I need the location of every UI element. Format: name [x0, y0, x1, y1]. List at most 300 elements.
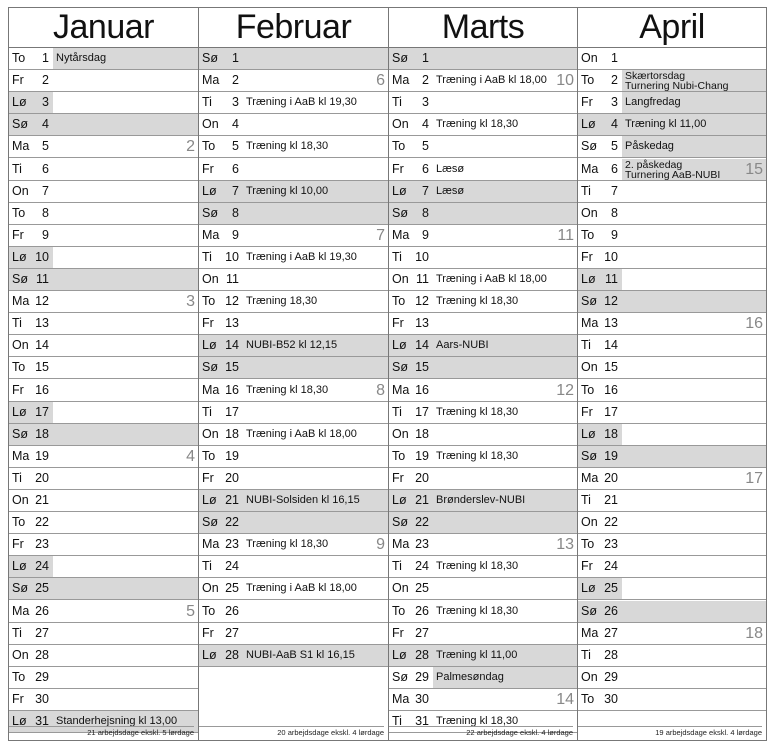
day-row[interactable]	[9, 247, 198, 269]
day-number: 23	[415, 537, 429, 552]
weekday-name: Fr	[202, 625, 214, 640]
weekday-name: To	[392, 603, 406, 618]
day-number: 11	[226, 272, 239, 286]
day-row[interactable]	[199, 159, 388, 181]
day-row[interactable]	[9, 136, 198, 158]
day-cell	[199, 534, 243, 555]
day-number: 29	[415, 669, 429, 684]
event-text	[243, 402, 388, 423]
day-cell	[389, 247, 433, 268]
day-row[interactable]	[199, 402, 388, 424]
day-cell	[578, 70, 622, 91]
day-row[interactable]	[9, 380, 198, 402]
day-row[interactable]	[389, 335, 577, 357]
day-row[interactable]	[578, 578, 766, 600]
day-row[interactable]	[578, 247, 766, 269]
day-cell	[578, 490, 622, 511]
event-text: Træning i AaB kl 18,00	[436, 74, 547, 87]
day-row[interactable]	[199, 70, 388, 92]
day-row[interactable]	[578, 203, 766, 225]
day-number: 2	[422, 73, 429, 88]
day-cell	[578, 402, 622, 423]
weekday-name: To	[392, 294, 406, 309]
weekday-name: Ma	[202, 227, 220, 242]
day-cell	[578, 601, 622, 622]
weekday-name: Ma	[392, 382, 410, 397]
day-cell	[578, 181, 622, 202]
week-number: 9	[376, 536, 385, 554]
event-text: Nytårsdag	[53, 48, 198, 69]
day-row[interactable]	[389, 181, 577, 203]
day-row[interactable]	[389, 601, 577, 623]
day-row[interactable]	[578, 225, 766, 247]
day-cell	[578, 136, 622, 157]
day-row[interactable]	[199, 380, 388, 402]
day-row[interactable]	[9, 92, 198, 114]
day-row[interactable]	[389, 269, 577, 291]
weekday-name: Sø	[581, 139, 597, 154]
day-number: 23	[35, 537, 49, 552]
day-number: 28	[415, 647, 429, 662]
day-row[interactable]	[9, 623, 198, 645]
day-row[interactable]	[9, 335, 198, 357]
day-row[interactable]	[578, 313, 766, 335]
day-cell	[9, 578, 53, 599]
day-cell	[9, 490, 53, 511]
event-text	[433, 136, 577, 157]
day-number: 4	[232, 117, 239, 132]
day-row[interactable]	[389, 534, 577, 556]
day-row[interactable]	[9, 424, 198, 446]
day-row[interactable]	[9, 645, 198, 667]
event-text	[53, 667, 198, 688]
day-number: 10	[604, 249, 618, 264]
day-row[interactable]	[578, 534, 766, 556]
weekday-name: Sø	[202, 515, 218, 530]
day-number: 26	[604, 603, 618, 618]
event-text	[53, 556, 198, 577]
day-number: 9	[42, 227, 49, 242]
weekday-name: Sø	[12, 272, 28, 286]
weekday-name: Ma	[202, 537, 220, 552]
event-text	[243, 159, 388, 180]
event-text	[622, 247, 766, 268]
day-row[interactable]	[199, 556, 388, 578]
day-cell	[389, 623, 433, 644]
weekday-name: Fr	[581, 95, 593, 110]
event-text	[622, 357, 766, 378]
day-cell	[389, 424, 433, 445]
day-row[interactable]	[578, 490, 766, 512]
event-text: Træning 18,30	[246, 295, 318, 308]
day-row[interactable]	[578, 70, 766, 92]
event-text	[53, 92, 198, 113]
event-text: Træning i AaB kl 19,30	[246, 250, 357, 263]
day-number: 16	[35, 382, 49, 397]
day-number: 26	[35, 603, 49, 618]
day-cell	[389, 645, 433, 666]
weekday-name: To	[202, 603, 216, 618]
day-row[interactable]	[9, 225, 198, 247]
weekday-name: Sø	[392, 669, 408, 684]
month-title: Marts	[389, 8, 577, 48]
week-number: 8	[376, 381, 385, 399]
day-cell	[9, 225, 53, 246]
day-row[interactable]	[578, 48, 766, 70]
day-row[interactable]	[578, 601, 766, 623]
day-row[interactable]	[9, 601, 198, 623]
event-text	[433, 203, 577, 224]
event-text: Træning kl 18,30	[246, 383, 329, 396]
weekday-name: Fr	[12, 691, 24, 706]
day-row[interactable]	[9, 667, 198, 689]
day-row[interactable]	[9, 490, 198, 512]
weekday-name: To	[581, 73, 595, 88]
event-text: Træning kl 10,00	[243, 181, 388, 202]
day-row[interactable]	[199, 225, 388, 247]
day-row[interactable]	[389, 512, 577, 534]
day-row[interactable]	[389, 136, 577, 158]
day-cell	[578, 623, 622, 644]
day-cell	[199, 247, 243, 268]
day-number: 4	[42, 117, 49, 132]
day-number: 7	[422, 183, 429, 198]
week-number: 5	[186, 602, 195, 620]
day-row[interactable]	[578, 114, 766, 136]
day-row[interactable]	[578, 357, 766, 379]
day-cell	[9, 645, 53, 666]
day-row[interactable]	[389, 291, 577, 313]
event-text	[622, 402, 766, 423]
day-row[interactable]	[389, 313, 577, 335]
day-row[interactable]	[578, 335, 766, 357]
day-row[interactable]	[9, 578, 198, 600]
day-number: 11	[416, 272, 429, 286]
day-cell	[389, 667, 433, 688]
day-number: 30	[35, 691, 49, 706]
day-row[interactable]	[9, 269, 198, 291]
event-text	[53, 203, 198, 224]
day-number: 26	[415, 603, 429, 618]
day-cell	[578, 667, 622, 688]
weekday-name: On	[12, 647, 29, 662]
weekday-name: On	[12, 183, 29, 198]
day-row[interactable]	[389, 159, 577, 181]
day-row[interactable]	[578, 468, 766, 490]
day-row[interactable]	[199, 357, 388, 379]
day-row[interactable]	[199, 468, 388, 490]
day-number: 21	[225, 493, 239, 507]
day-row[interactable]	[578, 689, 766, 711]
day-number: 20	[35, 470, 49, 485]
day-row[interactable]	[199, 181, 388, 203]
day-row[interactable]	[199, 601, 388, 623]
day-row[interactable]	[578, 136, 766, 158]
day-row[interactable]	[389, 556, 577, 578]
day-cell	[9, 446, 53, 467]
day-row[interactable]	[199, 534, 388, 556]
day-row[interactable]	[9, 512, 198, 534]
day-row[interactable]	[199, 446, 388, 468]
day-row[interactable]	[389, 380, 577, 402]
day-number: 16	[604, 382, 618, 397]
day-row[interactable]	[9, 446, 198, 468]
event-text: NUBI-AaB S1 kl 16,15	[243, 645, 388, 666]
week-number: 3	[186, 293, 195, 311]
event-text: Træning kl 18,30	[436, 295, 519, 308]
weekday-name: Lø	[12, 559, 27, 574]
day-row[interactable]	[199, 490, 388, 512]
day-number: 20	[604, 470, 618, 485]
day-row[interactable]	[578, 446, 766, 468]
day-number: 14	[604, 338, 618, 353]
day-number: 18	[35, 426, 49, 441]
calendar	[8, 7, 767, 741]
event-text	[433, 468, 577, 489]
weekday-name: Fr	[12, 227, 24, 242]
day-number: 27	[604, 625, 618, 640]
day-number: 31	[35, 714, 49, 728]
day-row[interactable]	[389, 203, 577, 225]
weekday-name: On	[202, 272, 219, 286]
weekday-name: Fr	[202, 161, 214, 176]
day-row[interactable]	[578, 291, 766, 313]
day-cell	[9, 159, 53, 180]
day-number: 4	[422, 117, 429, 132]
day-row[interactable]	[199, 203, 388, 225]
day-row[interactable]	[9, 48, 198, 70]
day-row[interactable]	[389, 247, 577, 269]
day-row[interactable]	[9, 70, 198, 92]
day-row[interactable]	[9, 556, 198, 578]
event-line: Turnering Nubi-Chang	[625, 80, 729, 92]
day-row[interactable]	[389, 446, 577, 468]
weekday-name: Sø	[12, 117, 28, 132]
day-row[interactable]	[9, 313, 198, 335]
event-text	[243, 269, 388, 290]
day-row[interactable]	[578, 402, 766, 424]
day-row[interactable]	[389, 225, 577, 247]
weekday-name: On	[392, 272, 409, 286]
event-text	[243, 512, 388, 533]
event-text	[622, 203, 766, 224]
day-number: 18	[225, 426, 239, 441]
day-row[interactable]	[199, 578, 388, 600]
event-text	[243, 556, 388, 577]
day-row[interactable]	[9, 203, 198, 225]
day-number: 12	[604, 294, 618, 309]
event-text: NUBI-Solsiden kl 16,15	[243, 490, 388, 511]
day-row[interactable]	[389, 667, 577, 689]
day-row[interactable]	[199, 645, 388, 667]
day-number: 10	[225, 249, 239, 264]
day-number: 3	[232, 95, 239, 110]
day-cell	[199, 645, 243, 666]
weekday-name: On	[581, 51, 598, 65]
day-number: 10	[35, 249, 49, 264]
day-row[interactable]	[389, 402, 577, 424]
day-row[interactable]	[389, 114, 577, 136]
event-text	[53, 689, 198, 710]
day-row[interactable]	[199, 92, 388, 114]
weekday-name: Ti	[202, 95, 212, 110]
day-row[interactable]	[199, 48, 388, 70]
day-row[interactable]	[578, 424, 766, 446]
day-row[interactable]	[199, 136, 388, 158]
day-cell	[578, 512, 622, 533]
event-text: Træning kl 18,30	[436, 449, 519, 462]
day-row[interactable]	[578, 269, 766, 291]
day-row[interactable]	[578, 556, 766, 578]
day-number: 6	[42, 161, 49, 176]
day-number: 3	[422, 95, 429, 110]
week-number: 6	[376, 72, 385, 90]
day-row[interactable]	[389, 468, 577, 490]
weekday-name: Ma	[12, 139, 30, 154]
week-number: 4	[186, 447, 195, 465]
day-number: 22	[35, 515, 49, 530]
event-text	[53, 424, 198, 445]
day-number: 30	[604, 691, 618, 706]
weekday-name: Ti	[392, 249, 402, 264]
day-number: 19	[415, 448, 429, 463]
day-row[interactable]	[9, 402, 198, 424]
day-cell	[389, 136, 433, 157]
day-cell	[9, 70, 53, 91]
day-number: 29	[35, 669, 49, 684]
day-cell	[389, 578, 433, 599]
day-row[interactable]	[9, 357, 198, 379]
day-row[interactable]	[389, 645, 577, 667]
day-number: 2	[611, 73, 618, 88]
day-cell	[389, 48, 433, 69]
day-number: 18	[415, 426, 429, 441]
weekday-name: Lø	[12, 404, 27, 419]
weekday-name: On	[392, 426, 409, 441]
day-row[interactable]	[199, 291, 388, 313]
day-cell	[9, 136, 53, 157]
day-row[interactable]	[9, 181, 198, 203]
day-cell	[199, 446, 243, 467]
day-row[interactable]	[199, 623, 388, 645]
day-row[interactable]	[389, 357, 577, 379]
day-row[interactable]	[9, 159, 198, 181]
month-title: Januar	[9, 8, 198, 48]
day-row[interactable]	[199, 512, 388, 534]
day-row[interactable]	[389, 490, 577, 512]
weekday-name: To	[202, 448, 216, 463]
day-row[interactable]	[578, 667, 766, 689]
day-row[interactable]	[199, 114, 388, 136]
day-row[interactable]	[199, 313, 388, 335]
day-row[interactable]	[578, 512, 766, 534]
event-text	[622, 689, 766, 710]
day-row[interactable]	[578, 380, 766, 402]
day-cell	[199, 490, 243, 511]
day-number: 23	[604, 537, 618, 552]
day-row[interactable]	[578, 645, 766, 667]
day-cell	[9, 203, 53, 224]
weekday-name: Lø	[392, 647, 407, 662]
day-number: 21	[604, 493, 618, 507]
day-row[interactable]	[199, 269, 388, 291]
day-row[interactable]	[9, 291, 198, 313]
weekday-name: Sø	[12, 426, 28, 441]
event-text	[53, 136, 198, 157]
day-cell	[578, 645, 622, 666]
weekday-name: Sø	[392, 205, 408, 220]
day-number: 20	[415, 470, 429, 485]
event-text: Træning i AaB kl 19,30	[246, 96, 357, 109]
day-row[interactable]	[578, 159, 766, 181]
event-text	[622, 512, 766, 533]
day-cell	[199, 181, 243, 202]
day-cell	[9, 623, 53, 644]
day-row[interactable]	[9, 534, 198, 556]
day-cell	[9, 291, 53, 312]
day-row[interactable]	[389, 70, 577, 92]
day-number: 22	[604, 515, 618, 530]
day-number: 21	[35, 493, 49, 507]
day-row[interactable]	[9, 468, 198, 490]
week-number: 15	[745, 160, 763, 178]
day-cell	[199, 269, 243, 290]
day-number: 19	[225, 448, 239, 463]
event-text	[53, 402, 198, 423]
day-row[interactable]	[199, 424, 388, 446]
day-row[interactable]	[9, 689, 198, 711]
day-number: 19	[604, 448, 618, 463]
event-text	[622, 181, 766, 202]
day-number: 14	[35, 338, 49, 353]
weekday-name: Sø	[202, 51, 218, 65]
day-row[interactable]	[199, 335, 388, 357]
day-row[interactable]	[578, 92, 766, 114]
day-row[interactable]	[578, 181, 766, 203]
week-number: 14	[556, 690, 574, 708]
day-row[interactable]	[389, 623, 577, 645]
event-text	[622, 490, 766, 511]
day-row[interactable]	[389, 689, 577, 711]
event-text: Påskedag	[622, 136, 766, 157]
event-text: Brønderslev-NUBI	[433, 490, 577, 511]
day-row[interactable]	[389, 92, 577, 114]
day-row[interactable]	[199, 247, 388, 269]
weekday-name: Ma	[12, 294, 30, 309]
day-number: 13	[35, 316, 49, 331]
weekday-name: Ma	[392, 227, 410, 242]
day-number: 2	[232, 73, 239, 88]
weekday-name: To	[12, 360, 26, 375]
weekday-name: Lø	[202, 647, 217, 662]
weekday-name: Lø	[581, 272, 596, 286]
day-row[interactable]	[389, 424, 577, 446]
weekday-name: Fr	[12, 382, 24, 397]
day-cell	[199, 313, 243, 334]
day-cell	[389, 335, 433, 356]
event-text	[433, 48, 577, 69]
day-row[interactable]	[389, 48, 577, 70]
event-text	[53, 446, 198, 467]
day-row[interactable]	[9, 114, 198, 136]
event-text	[622, 70, 766, 91]
weekday-name: Ti	[12, 161, 22, 176]
day-row[interactable]	[389, 578, 577, 600]
weekday-name: Fr	[581, 559, 593, 574]
event-text	[243, 114, 388, 135]
day-number: 28	[35, 647, 49, 662]
day-row[interactable]	[578, 623, 766, 645]
